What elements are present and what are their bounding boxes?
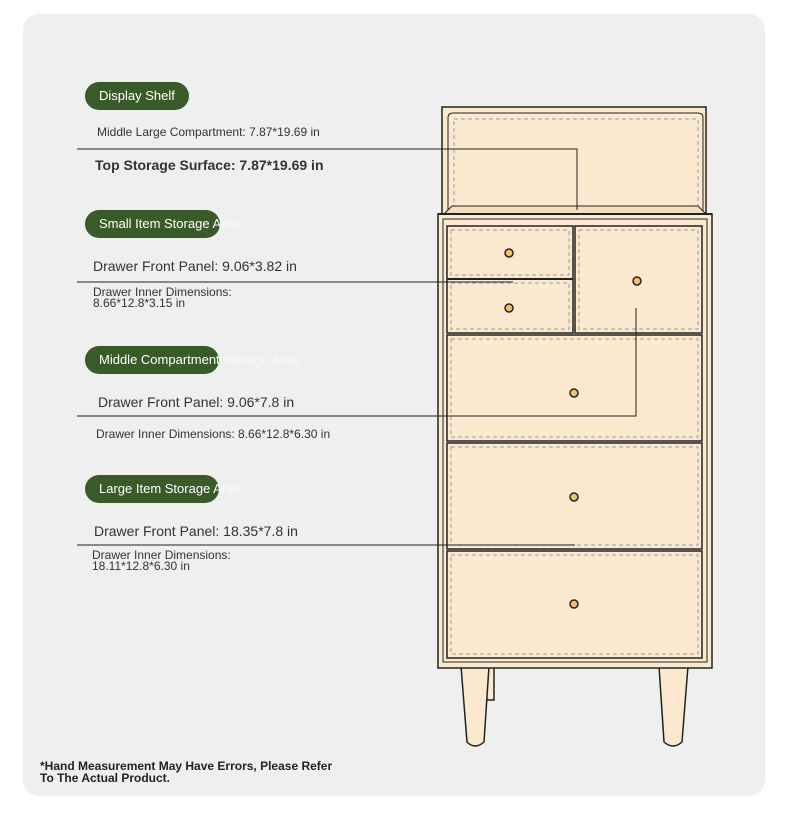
- measurement-disclaimer: *Hand Measurement May Have Errors, Please Refer To The Actual Product.: [40, 759, 333, 785]
- middle-drawer-front-dimension: Drawer Front Panel: 9.06*7.8 in: [98, 394, 295, 410]
- label-display-shelf: Display Shelf: [85, 82, 189, 110]
- large-drawer-front-dimension: Drawer Front Panel: 18.35*7.8 in: [94, 523, 298, 539]
- label-middle-compartment-storage: Middle Compartment Storage Area: [85, 346, 219, 374]
- middle-drawer-inner-dimension: Drawer Inner Dimensions: 8.66*12.8*6.30 in: [96, 427, 331, 441]
- large-drawer-inner-dimension: Drawer Inner Dimensions: 18.11*12.8*6.30 in: [92, 548, 231, 573]
- middle-compartment-dimension: Middle Large Compartment: 7.87*19.69 in: [97, 125, 320, 139]
- display-shelf: [442, 107, 706, 214]
- label-large-item-storage: Large Item Storage Area: [85, 475, 219, 503]
- cabinet-legs: [461, 666, 688, 746]
- small-drawer-inner-dimension: Drawer Inner Dimensions: 8.66*12.8*3.15 in: [93, 285, 232, 310]
- top-surface-dimension: Top Storage Surface: 7.87*19.69 in: [95, 157, 324, 173]
- label-small-item-storage: Small Item Storage Area: [85, 210, 220, 238]
- small-drawer-front-dimension: Drawer Front Panel: 9.06*3.82 in: [93, 258, 297, 274]
